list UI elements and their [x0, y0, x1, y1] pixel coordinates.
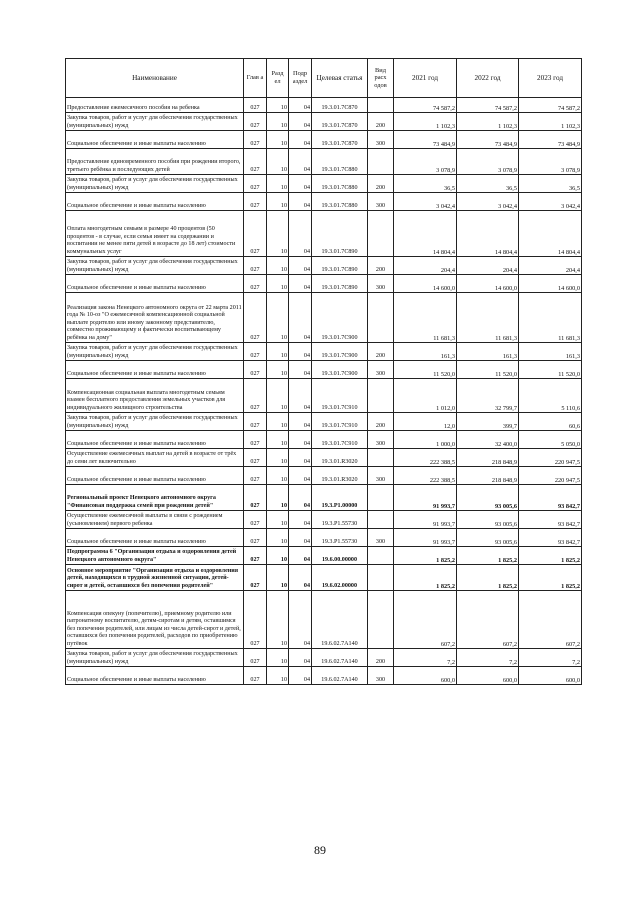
row-razdel: 10 — [267, 649, 289, 667]
budget-table-sheet — [65, 58, 581, 685]
row-podrazdel: 04 — [289, 449, 312, 467]
row-razdel: 10 — [267, 511, 289, 529]
row-glava: 027 — [244, 431, 267, 449]
row-target: 19.3.01.7С880 — [312, 149, 368, 175]
row-2022: 3 078,9 — [457, 149, 519, 175]
row-vid — [368, 511, 394, 529]
row-podrazdel: 04 — [289, 529, 312, 547]
row-target: 19.3.P1.00000 — [312, 485, 368, 511]
row-name: Закупка товаров, работ и услуг для обеспечения государственных (муниципальных) нужд — [66, 649, 244, 667]
row-2021: 14 804,4 — [394, 211, 457, 257]
row-target: 19.6.02.7А140 — [312, 667, 368, 685]
row-podrazdel: 04 — [289, 343, 312, 361]
row-2021: 1 825,2 — [394, 547, 457, 565]
row-target: 19.3.01.7С890 — [312, 275, 368, 293]
row-razdel: 10 — [267, 211, 289, 257]
row-2021: 36,5 — [394, 175, 457, 193]
row-name: Региональный проект Ненецкого автономного округа "Финансовая поддержка семей при рождении детей" — [66, 485, 244, 511]
row-podrazdel: 04 — [289, 413, 312, 431]
row-2023: 1 825,2 — [519, 565, 582, 591]
row-name: Закупка товаров, работ и услуг для обеспечения государственных (муниципальных) нужд — [66, 175, 244, 193]
row-glava: 027 — [244, 98, 267, 113]
row-name: Предоставление единовременного пособия при рождении второго, третьего ребёнка и последующих детей — [66, 149, 244, 175]
row-name: Социальное обеспечение и иные выплаты населению — [66, 131, 244, 149]
row-2021: 161,3 — [394, 343, 457, 361]
row-2022: 93 005,6 — [457, 529, 519, 547]
row-2022: 36,5 — [457, 175, 519, 193]
row-razdel: 10 — [267, 193, 289, 211]
table-row — [66, 343, 582, 361]
row-2023: 5 110,6 — [519, 379, 582, 413]
row-target: 19.3.01.7С900 — [312, 343, 368, 361]
table-body — [66, 98, 582, 685]
row-target: 19.3.01.7С910 — [312, 431, 368, 449]
row-podrazdel: 04 — [289, 649, 312, 667]
row-podrazdel: 04 — [289, 275, 312, 293]
row-2021: 11 520,0 — [394, 361, 457, 379]
row-glava: 027 — [244, 149, 267, 175]
row-glava: 027 — [244, 529, 267, 547]
row-razdel: 10 — [267, 667, 289, 685]
row-target: 19.6.02.00000 — [312, 565, 368, 591]
row-podrazdel: 04 — [289, 485, 312, 511]
header-podrazdel: Подр аздел — [289, 59, 312, 98]
row-2023: 220 947,5 — [519, 467, 582, 485]
row-podrazdel: 04 — [289, 257, 312, 275]
row-name: Осуществление ежемесячных выплат на детей в возрасте от трёх до семи лет включительно — [66, 449, 244, 467]
row-2021: 600,0 — [394, 667, 457, 685]
row-razdel: 10 — [267, 98, 289, 113]
row-vid: 300 — [368, 667, 394, 685]
row-2022: 218 848,9 — [457, 467, 519, 485]
row-vid: 300 — [368, 275, 394, 293]
table-row — [66, 361, 582, 379]
row-vid: 300 — [368, 467, 394, 485]
row-vid: 200 — [368, 649, 394, 667]
row-name: Социальное обеспечение и иные выплаты населению — [66, 431, 244, 449]
row-name: Закупка товаров, работ и услуг для обеспечения государственных (муниципальных) нужд — [66, 343, 244, 361]
row-2022: 399,7 — [457, 413, 519, 431]
row-name: Закупка товаров, работ и услуг для обеспечения государственных (муниципальных) нужд — [66, 257, 244, 275]
row-name: Предоставление ежемесячного пособия на ребенка — [66, 98, 244, 113]
row-glava: 027 — [244, 547, 267, 565]
row-2022: 204,4 — [457, 257, 519, 275]
row-target: 19.3.P1.55730 — [312, 511, 368, 529]
row-vid: 200 — [368, 113, 394, 131]
row-name: Компенсация опекуну (попечителю), приемному родителю или патронатному воспитателю, детям-сиротам и детям, оставшимся без попечения родителей, или лицам из числа детей-сирот и детей, оставшихся без попечения родителей, расходов по приобретению путёвок — [66, 591, 244, 649]
row-glava: 027 — [244, 343, 267, 361]
row-2022: 11 681,3 — [457, 293, 519, 343]
row-glava: 027 — [244, 379, 267, 413]
row-podrazdel: 04 — [289, 511, 312, 529]
row-glava: 027 — [244, 449, 267, 467]
row-2023: 74 587,2 — [519, 98, 582, 113]
row-vid — [368, 293, 394, 343]
table-row — [66, 98, 582, 113]
header-2022: 2022 год — [457, 59, 519, 98]
row-2022: 32 799,7 — [457, 379, 519, 413]
header-name: Наименование — [66, 59, 244, 98]
row-2023: 14 600,0 — [519, 275, 582, 293]
row-target: 19.3.01.R3020 — [312, 449, 368, 467]
row-glava: 027 — [244, 211, 267, 257]
table-row — [66, 113, 582, 131]
header-target: Целевая статья — [312, 59, 368, 98]
row-2021: 607,2 — [394, 591, 457, 649]
row-vid — [368, 565, 394, 591]
table-row — [66, 449, 582, 467]
row-vid — [368, 211, 394, 257]
row-2022: 32 400,0 — [457, 431, 519, 449]
row-2021: 1 012,0 — [394, 379, 457, 413]
row-2023: 93 842,7 — [519, 485, 582, 511]
row-vid: 200 — [368, 257, 394, 275]
row-razdel: 10 — [267, 113, 289, 131]
table-row — [66, 131, 582, 149]
row-razdel: 10 — [267, 149, 289, 175]
row-glava: 027 — [244, 131, 267, 149]
row-2021: 91 993,7 — [394, 485, 457, 511]
table-row — [66, 565, 582, 591]
row-2022: 74 587,2 — [457, 98, 519, 113]
row-name: Социальное обеспечение и иные выплаты населению — [66, 467, 244, 485]
row-target: 19.3.01.7С900 — [312, 361, 368, 379]
row-vid: 300 — [368, 131, 394, 149]
row-glava: 027 — [244, 293, 267, 343]
row-2022: 14 600,0 — [457, 275, 519, 293]
row-name: Социальное обеспечение и иные выплаты населению — [66, 667, 244, 685]
row-glava: 027 — [244, 591, 267, 649]
row-target: 19.3.01.7С910 — [312, 379, 368, 413]
row-2021: 1 825,2 — [394, 565, 457, 591]
row-podrazdel: 04 — [289, 293, 312, 343]
row-2023: 204,4 — [519, 257, 582, 275]
row-name: Компенсационная социальная выплата многодетным семьям взамен бесплатного предоставления земельных участков для индивидуального жилищного строительства — [66, 379, 244, 413]
row-glava: 027 — [244, 175, 267, 193]
row-vid: 200 — [368, 175, 394, 193]
row-target: 19.6.02.7А140 — [312, 591, 368, 649]
row-glava: 027 — [244, 361, 267, 379]
row-2023: 93 842,7 — [519, 511, 582, 529]
header-2021: 2021 год — [394, 59, 457, 98]
row-2021: 3 078,9 — [394, 149, 457, 175]
row-podrazdel: 04 — [289, 175, 312, 193]
row-2021: 1 000,0 — [394, 431, 457, 449]
table-row — [66, 275, 582, 293]
row-podrazdel: 04 — [289, 361, 312, 379]
row-glava: 027 — [244, 485, 267, 511]
row-2023: 36,5 — [519, 175, 582, 193]
table-row — [66, 293, 582, 343]
row-2022: 600,0 — [457, 667, 519, 685]
row-razdel: 10 — [267, 591, 289, 649]
row-podrazdel: 04 — [289, 565, 312, 591]
table-row — [66, 379, 582, 413]
row-2021: 7,2 — [394, 649, 457, 667]
row-podrazdel: 04 — [289, 113, 312, 131]
row-razdel: 10 — [267, 467, 289, 485]
table-row — [66, 667, 582, 685]
row-2023: 73 484,9 — [519, 131, 582, 149]
row-2023: 600,0 — [519, 667, 582, 685]
row-razdel: 10 — [267, 343, 289, 361]
row-glava: 027 — [244, 565, 267, 591]
row-2023: 1 102,3 — [519, 113, 582, 131]
row-name: Основное мероприятие "Организация отдыха и оздоровления детей, находящихся в трудной жизненной ситуации, детей-сирот и детей, оставшихся без попечения родителей" — [66, 565, 244, 591]
row-glava: 027 — [244, 193, 267, 211]
row-target: 19.3.01.R3020 — [312, 467, 368, 485]
row-2023: 3 078,9 — [519, 149, 582, 175]
row-name: Подпрограмма 6 "Организация отдыха и оздоровления детей Ненецкого автономного округа" — [66, 547, 244, 565]
row-2021: 74 587,2 — [394, 98, 457, 113]
row-2023: 220 947,5 — [519, 449, 582, 467]
row-name: Закупка товаров, работ и услуг для обеспечения государственных (муниципальных) нужд — [66, 413, 244, 431]
row-vid — [368, 379, 394, 413]
row-name: Закупка товаров, работ и услуг для обеспечения государственных (муниципальных) нужд — [66, 113, 244, 131]
row-razdel: 10 — [267, 361, 289, 379]
row-2021: 91 993,7 — [394, 529, 457, 547]
table-row — [66, 591, 582, 649]
row-podrazdel: 04 — [289, 149, 312, 175]
table-row — [66, 649, 582, 667]
row-podrazdel: 04 — [289, 431, 312, 449]
row-2022: 93 005,6 — [457, 511, 519, 529]
row-target: 19.3.01.7С870 — [312, 131, 368, 149]
row-2022: 93 005,6 — [457, 485, 519, 511]
row-2022: 73 484,9 — [457, 131, 519, 149]
row-target: 19.3.01.7С890 — [312, 257, 368, 275]
row-2022: 11 520,0 — [457, 361, 519, 379]
row-2023: 11 681,3 — [519, 293, 582, 343]
row-razdel: 10 — [267, 131, 289, 149]
row-name: Осуществление ежемесячной выплаты в связи с рождением (усыновлением) первого ребенка — [66, 511, 244, 529]
row-2023: 1 825,2 — [519, 547, 582, 565]
table-row — [66, 149, 582, 175]
table-row — [66, 511, 582, 529]
row-target: 19.3.01.7С880 — [312, 193, 368, 211]
row-2022: 607,2 — [457, 591, 519, 649]
header-vid: Вид расх одов — [368, 59, 394, 98]
row-razdel: 10 — [267, 565, 289, 591]
row-podrazdel: 04 — [289, 98, 312, 113]
row-vid — [368, 547, 394, 565]
row-vid: 300 — [368, 431, 394, 449]
budget-table — [65, 58, 582, 685]
row-2023: 14 804,4 — [519, 211, 582, 257]
table-row — [66, 485, 582, 511]
row-target: 19.6.00.00000 — [312, 547, 368, 565]
row-vid: 300 — [368, 529, 394, 547]
row-vid — [368, 149, 394, 175]
row-2021: 222 388,5 — [394, 449, 457, 467]
page-number: 89 — [314, 843, 326, 857]
row-2022: 1 825,2 — [457, 547, 519, 565]
row-name: Социальное обеспечение и иные выплаты населению — [66, 193, 244, 211]
table-row — [66, 467, 582, 485]
table-row — [66, 413, 582, 431]
row-2023: 3 042,4 — [519, 193, 582, 211]
row-glava: 027 — [244, 275, 267, 293]
row-glava: 027 — [244, 667, 267, 685]
row-razdel: 10 — [267, 449, 289, 467]
row-2022: 161,3 — [457, 343, 519, 361]
row-podrazdel: 04 — [289, 547, 312, 565]
row-2023: 93 842,7 — [519, 529, 582, 547]
row-target: 19.3.01.7С870 — [312, 98, 368, 113]
row-podrazdel: 04 — [289, 131, 312, 149]
row-2021: 1 102,3 — [394, 113, 457, 131]
row-razdel: 10 — [267, 485, 289, 511]
row-razdel: 10 — [267, 413, 289, 431]
row-target: 19.3.01.7С890 — [312, 211, 368, 257]
row-glava: 027 — [244, 413, 267, 431]
row-vid: 200 — [368, 413, 394, 431]
row-2023: 5 050,0 — [519, 431, 582, 449]
row-2021: 73 484,9 — [394, 131, 457, 149]
row-target: 19.3.01.7С880 — [312, 175, 368, 193]
row-name: Реализация закона Ненецкого автономного округа от 22 марта 2011 года № 10-оз "О ежемесячной компенсационной социальной выплате родителю или иному законному представителю, совместно проживающему и фактически воспитывающему ребёнка на дому" — [66, 293, 244, 343]
row-glava: 027 — [244, 467, 267, 485]
row-podrazdel: 04 — [289, 467, 312, 485]
header-razdel: Разд ел — [267, 59, 289, 98]
row-glava: 027 — [244, 257, 267, 275]
row-2022: 218 848,9 — [457, 449, 519, 467]
row-2022: 14 804,4 — [457, 211, 519, 257]
row-vid — [368, 485, 394, 511]
row-2022: 3 042,4 — [457, 193, 519, 211]
row-razdel: 10 — [267, 257, 289, 275]
table-row — [66, 431, 582, 449]
row-2021: 222 388,5 — [394, 467, 457, 485]
row-vid — [368, 98, 394, 113]
row-2022: 1 825,2 — [457, 565, 519, 591]
row-glava: 027 — [244, 511, 267, 529]
row-podrazdel: 04 — [289, 193, 312, 211]
table-row — [66, 175, 582, 193]
table-row — [66, 529, 582, 547]
row-2021: 91 993,7 — [394, 511, 457, 529]
row-name: Социальное обеспечение и иные выплаты населению — [66, 361, 244, 379]
row-razdel: 10 — [267, 175, 289, 193]
row-podrazdel: 04 — [289, 591, 312, 649]
row-name: Социальное обеспечение и иные выплаты населению — [66, 529, 244, 547]
row-razdel: 10 — [267, 275, 289, 293]
row-name: Оплата многодетным семьям в размере 40 процентов (50 процентов - в случае, если семья имеет на содержании и воспитании не менее пяти детей в возрасте до 18 лет) стоимости коммунальных услуг — [66, 211, 244, 257]
row-podrazdel: 04 — [289, 667, 312, 685]
row-2022: 1 102,3 — [457, 113, 519, 131]
table-header-row — [66, 59, 582, 98]
row-2022: 7,2 — [457, 649, 519, 667]
row-vid — [368, 449, 394, 467]
row-2021: 3 042,4 — [394, 193, 457, 211]
row-target: 19.3.P1.55730 — [312, 529, 368, 547]
row-razdel: 10 — [267, 547, 289, 565]
row-2023: 161,3 — [519, 343, 582, 361]
row-2021: 12,0 — [394, 413, 457, 431]
row-2021: 11 681,3 — [394, 293, 457, 343]
row-2021: 204,4 — [394, 257, 457, 275]
header-2023: 2023 год — [519, 59, 582, 98]
row-podrazdel: 04 — [289, 211, 312, 257]
row-vid — [368, 591, 394, 649]
row-2021: 14 600,0 — [394, 275, 457, 293]
row-razdel: 10 — [267, 379, 289, 413]
table-row — [66, 257, 582, 275]
row-target: 19.3.01.7С870 — [312, 113, 368, 131]
row-target: 19.3.01.7С910 — [312, 413, 368, 431]
table-row — [66, 193, 582, 211]
row-glava: 027 — [244, 113, 267, 131]
row-vid: 300 — [368, 361, 394, 379]
row-target: 19.3.01.7С900 — [312, 293, 368, 343]
row-2023: 607,2 — [519, 591, 582, 649]
row-razdel: 10 — [267, 431, 289, 449]
table-row — [66, 211, 582, 257]
row-2023: 11 520,0 — [519, 361, 582, 379]
row-2023: 60,6 — [519, 413, 582, 431]
header-glava: Глав а — [244, 59, 267, 98]
row-name: Социальное обеспечение и иные выплаты населению — [66, 275, 244, 293]
row-vid: 200 — [368, 343, 394, 361]
row-razdel: 10 — [267, 293, 289, 343]
row-razdel: 10 — [267, 529, 289, 547]
row-2023: 7,2 — [519, 649, 582, 667]
row-vid: 300 — [368, 193, 394, 211]
table-row — [66, 547, 582, 565]
row-podrazdel: 04 — [289, 379, 312, 413]
row-glava: 027 — [244, 649, 267, 667]
row-target: 19.6.02.7А140 — [312, 649, 368, 667]
